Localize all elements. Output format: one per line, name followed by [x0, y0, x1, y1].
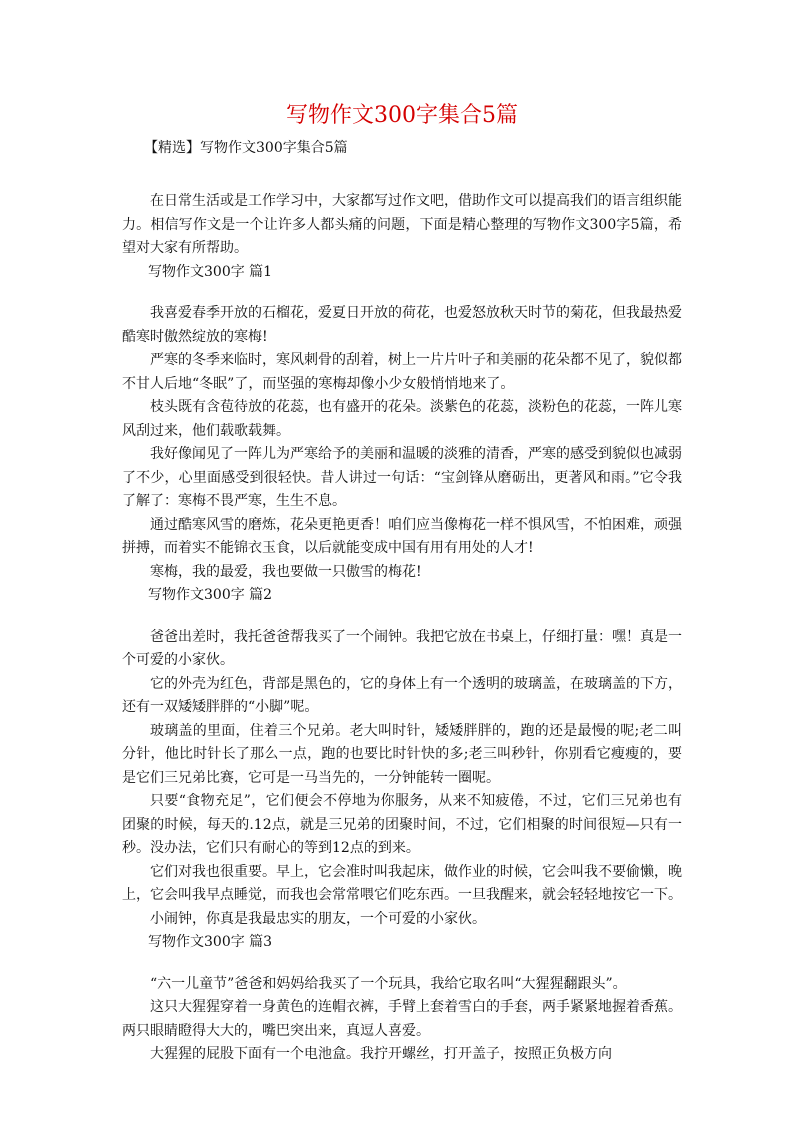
section-2-paragraph: 爸爸出差时，我托爸爸帮我买了一个闹钟。我把它放在书桌上，仔细打量：嘿！真是一个可爱的小家伙。	[122, 628, 682, 668]
section-1-paragraph: 通过酷寒风雪的磨炼，花朵更艳更香！咱们应当像梅花一样不惧风雪，不怕困难，顽强拼搏，而着实不能锦衣玉食，以后就能变成中国有用有用处的人才!	[122, 516, 682, 556]
section-2-paragraph: 小闹钟，你真是我最忠实的朋友，一个可爱的小家伙。	[150, 910, 486, 927]
document-page	[122, 100, 682, 1067]
section-3-paragraph: 大猩猩的屁股下面有一个电池盒。我拧开螺丝，打开盖子，按照正负极方向	[150, 1046, 612, 1062]
section-1-paragraph: 寒梅，我的最爱，我也要做一只傲雪的梅花!	[150, 563, 422, 580]
spacer	[122, 166, 682, 190]
section-heading-3: 写物作文300字 篇3	[148, 934, 273, 950]
document-subtitle: 【精选】写物作文300字集合5篇	[144, 140, 348, 156]
spacer	[122, 955, 682, 973]
section-heading-2: 写物作文300字 篇2	[148, 587, 273, 603]
section-2-paragraph: 它们对我也很重要。早上，它会准时叫我起床，做作业的时候，它会叫我不要偷懒，晚上，它会叫我早点睡觉，而我也会常常喂它们吃东西。一旦我醒来，就会轻轻地按它一下。	[122, 863, 682, 903]
section-3-paragraph: 这只大猩猩穿着一身黄色的连帽衣裤，手臂上套着雪白的手套，两手紧紧地握着香蕉。两只眼睛瞪得大大的，嘴巴突出来，真逗人喜爱。	[122, 999, 682, 1039]
intro-paragraph: 在日常生活或是工作学习中，大家都写过作文吧，借助作文可以提高我们的语言组织能力。相信写作文是一个让许多人都头痛的问题，下面是精心整理的写物作文300字5篇，希望对大家有所帮助。	[122, 193, 682, 256]
spacer	[122, 284, 682, 302]
section-1-paragraph: 枝头既有含苞待放的花蕊，也有盛开的花朵。淡紫色的花蕊，淡粉色的花蕊，一阵儿寒风刮过来，他们载歌载舞。	[122, 399, 682, 439]
spacer	[122, 608, 682, 626]
section-1-paragraph: 严寒的冬季来临时，寒风刺骨的刮着，树上一片片叶子和美丽的花朵都不见了，貌似都不甘人后地“冬眠”了，而坚强的寒梅却像小少女般悄悄地来了。	[122, 352, 682, 392]
document-title: 写物作文300字集合5篇	[286, 103, 518, 128]
section-1-paragraph: 我喜爱春季开放的石榴花，爱夏日开放的荷花，也爱怒放秋天时节的菊花，但我最热爱酷寒时傲然绽放的寒梅!	[122, 305, 682, 345]
section-1-paragraph: 我好像闻见了一阵儿为严寒给予的美丽和温暖的淡雅的清香，严寒的感受到貌似也减弱了不少，心里面感受到很轻快。昔人讲过一句话：“宝剑锋从磨砺出，更著风和雨。”它令我了解了：寒梅不畏严寒，生生不息。	[122, 446, 682, 509]
section-heading-1: 写物作文300字 篇1	[148, 263, 273, 280]
section-2-paragraph: 玻璃盖的里面，住着三个兄弟。老大叫时针，矮矮胖胖的，跑的还是最慢的呢;老二叫分针，他比时针长了那么一点，跑的也要比时针快的多;老三叫秒针，你别看它瘦瘦的，要是它们三兄弟比赛，它可是一马当先的，一分钟能转一圈呢。	[122, 722, 682, 786]
section-2-paragraph: 它的外壳为红色，背部是黑色的，它的身体上有一个透明的玻璃盖，在玻璃盖的下方，还有一双矮矮胖胖的“小脚”呢。	[122, 675, 682, 715]
section-3-paragraph: “六一儿童节”爸爸和妈妈给我买了一个玩具，我给它取名叫“大猩猩翻跟头”。	[150, 975, 627, 992]
section-2-paragraph: 只要“食物充足”，它们便会不停地为你服务，从来不知疲倦，不过，它们三兄弟也有团聚的时候，每天的.12点，就是三兄弟的团聚时间，不过，它们相聚的时间很短—只有一秒。没办法，它们只有耐心的等到12点的到来。	[122, 793, 682, 856]
